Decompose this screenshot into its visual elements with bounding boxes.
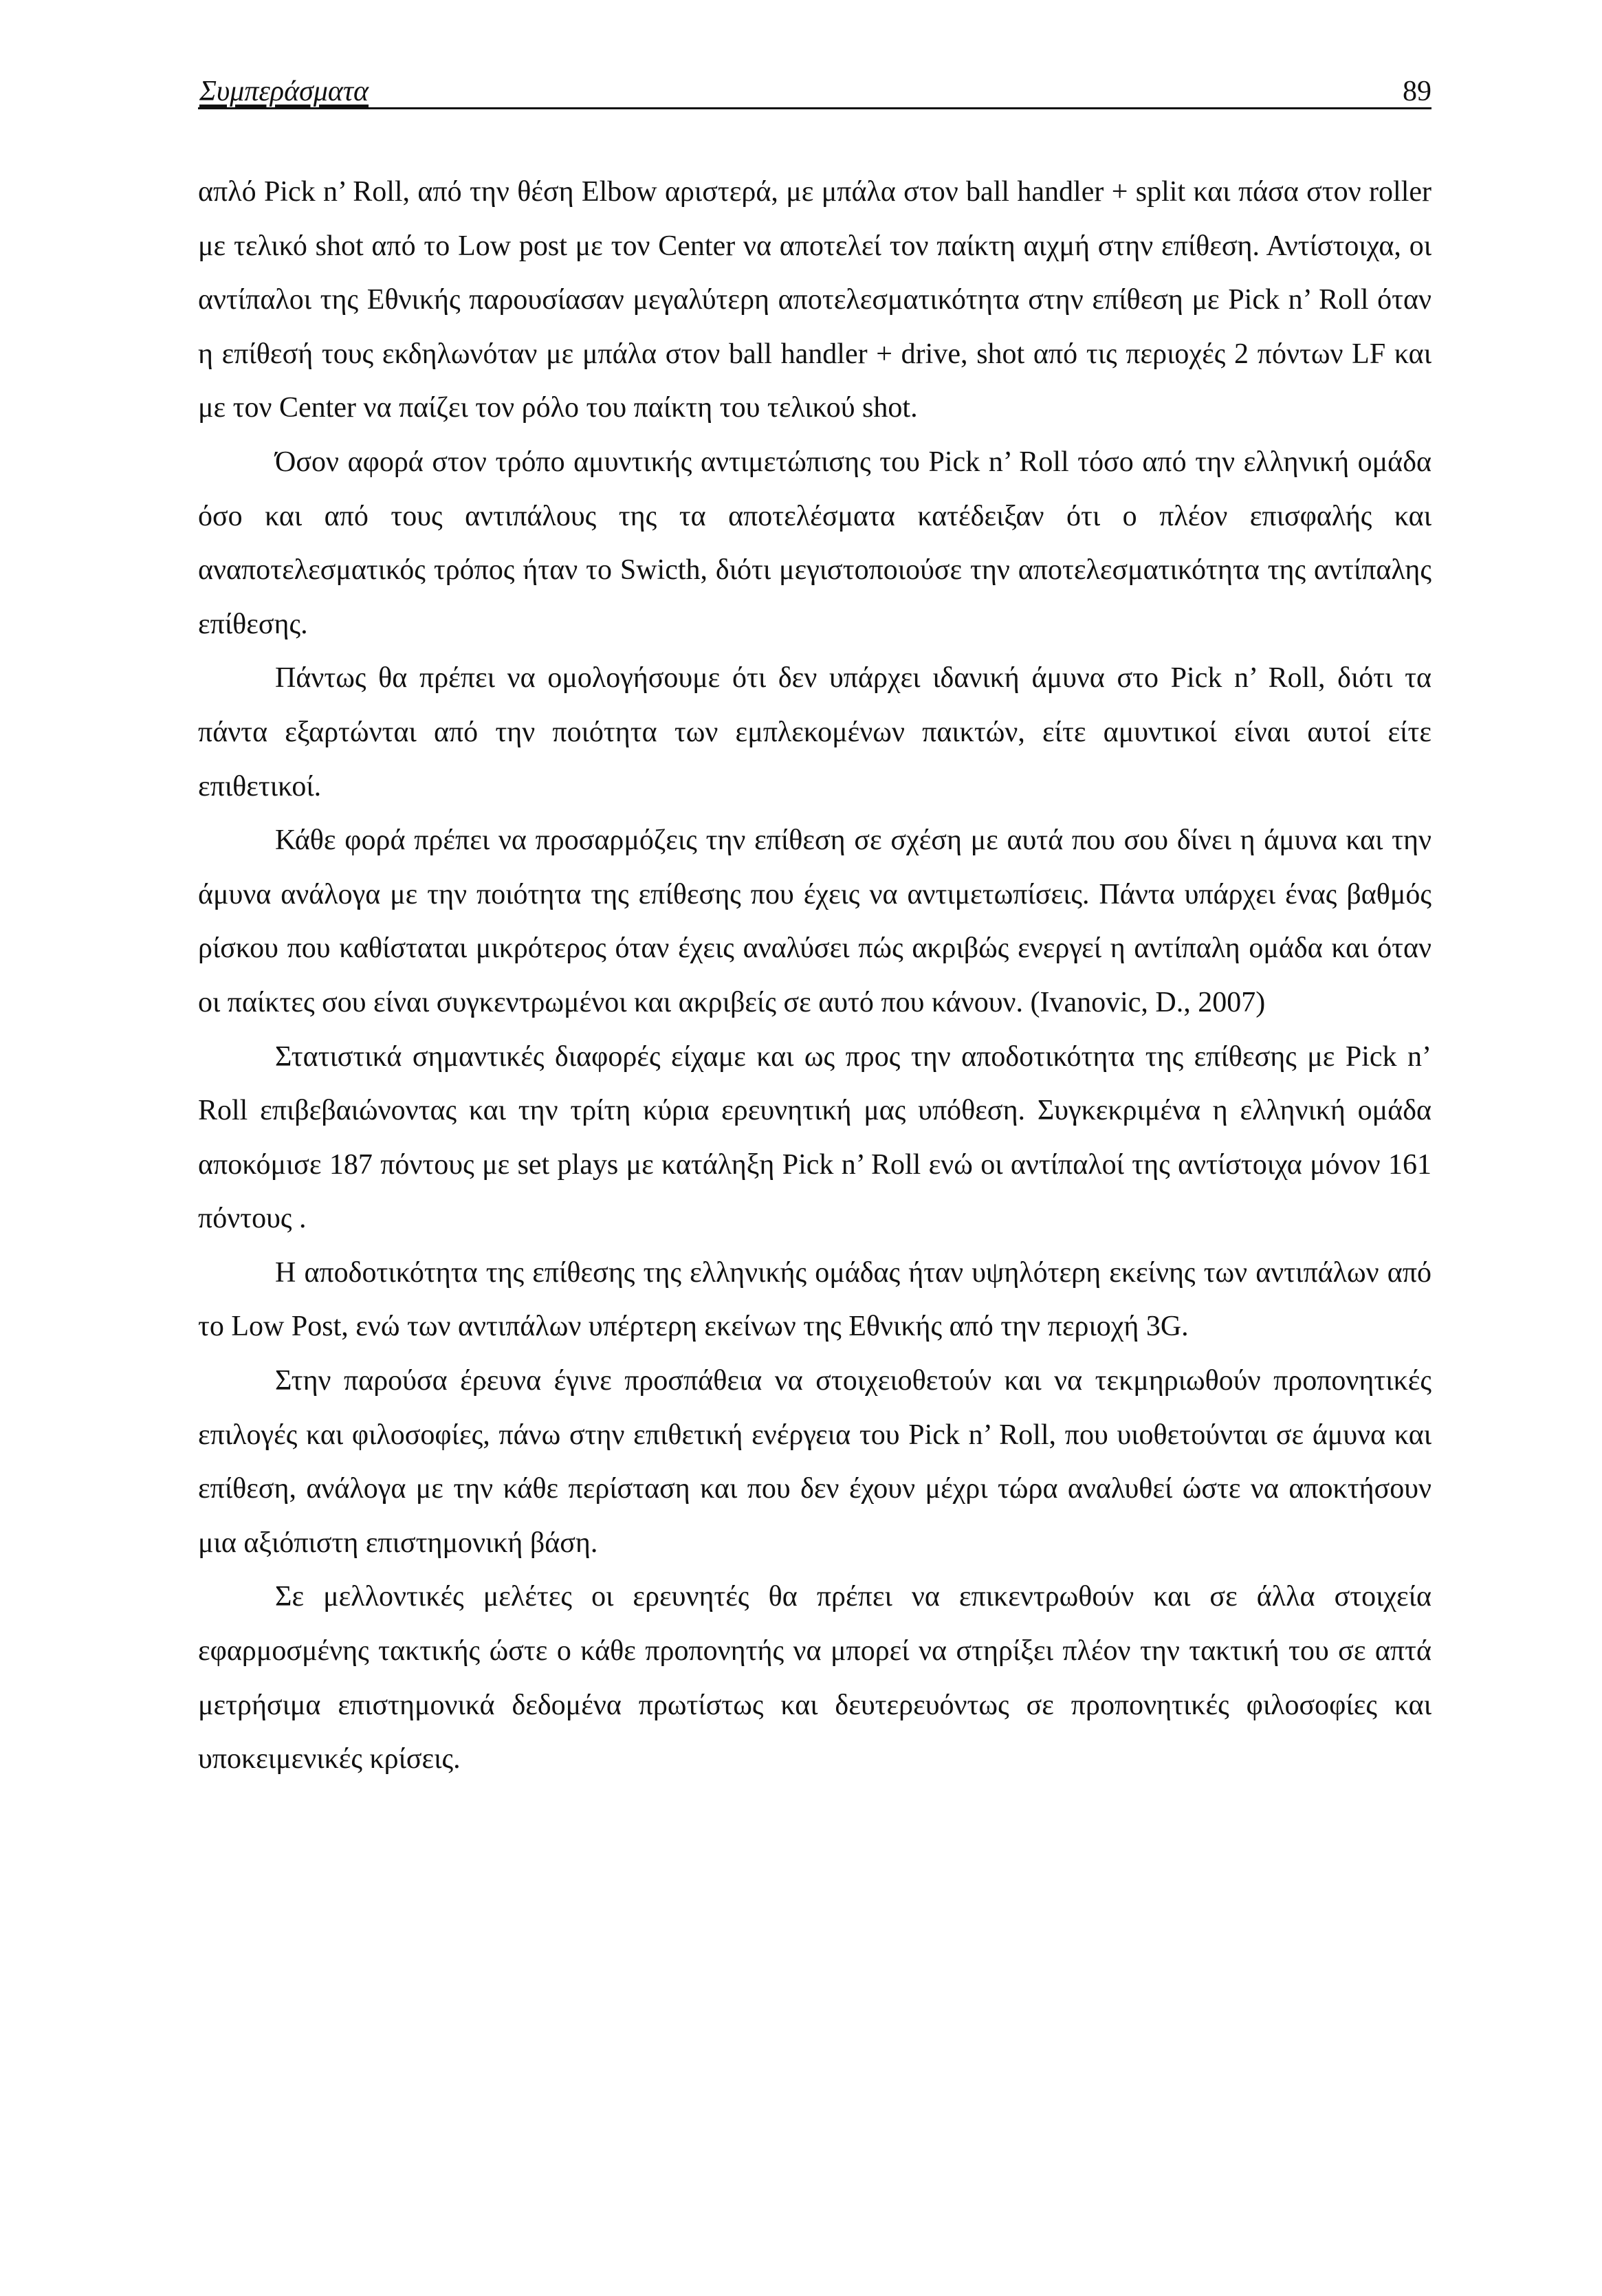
paragraph: Σε μελλοντικές μελέτες οι ερευνητές θα πρέπει να επικεντρωθούν και σε άλλα στοιχεία εφαρμοσμένης τακτικής ώστε ο κάθε προπονητής να μπορεί να στηρίξει πλέον την τακτική του σε απτά μετρήσιμα επιστημονικά δεδομένα πρωτίστως και δευτερευόντως σε προπονητικές φιλοσοφίες και υποκειμενικές κρίσεις. [198, 1581, 1431, 1775]
paragraph: Στατιστικά σημαντικές διαφορές είχαμε και ως προς την αποδοτικότητα της επίθεσης με Pick n’ Roll επιβεβαιώνοντας και την τρίτη κύρια ερευνητική μας υπόθεση. Συγκεκριμένα η ελληνική ομάδα αποκόμισε 187 πόντους με set plays με κατάληξη Pick n’ Roll ενώ οι αντίπαλοί της αντίστοιχα μόνον 161 πόντους . [198, 1040, 1431, 1235]
paragraph: Στην παρούσα έρευνα έγινε προσπάθεια να στοιχειοθετούν και να τεκμηριωθούν προπονητικές επιλογές και φιλοσοφίες, πάνω στην επιθετική ενέργεια του Pick n’ Roll, που υιοθετούνται σε άμυνα και επίθεση, ανάλογα με την κάθε περίσταση και που δεν έχουν μέχρι τώρα αναλυθεί ώστε να αποκτήσουν μια αξιόπιστη επιστημονική βάση. [198, 1365, 1431, 1559]
chapter-title: Συμπεράσματα [199, 76, 369, 107]
paragraph: Πάντως θα πρέπει να ομολογήσουμε ότι δεν υπάρχει ιδανική άμυνα στο Pick n’ Roll, διότι τα πάντα εξαρτώνται από την ποιότητα των εμπλεκομένων παικτών, είτε αμυντικοί είναι αυτοί είτε επιθετικοί. [198, 662, 1431, 802]
running-header [198, 59, 1431, 109]
paragraph: Η αποδοτικότητα της επίθεσης της ελληνικής ομάδας ήταν υψηλότερη εκείνης των αντιπάλων από το Low Post, ενώ των αντιπάλων υπέρτερη εκείνων της Εθνικής από την περιοχή 3G. [198, 1256, 1431, 1343]
paragraph: Κάθε φορά πρέπει να προσαρμόζεις την επίθεση σε σχέση με αυτά που σου δίνει η άμυνα και την άμυνα ανάλογα με την ποιότητα της επίθεσης που έχεις να αντιμετωπίσεις. Πάντα υπάρχει ένας βαθμός ρίσκου που καθίσταται μικρότερος όταν έχεις αναλύσει πώς ακριβώς ενεργεί η αντίπαλη ομάδα και όταν οι παίκτες σου είναι συγκεντρωμένοι και ακριβείς σε αυτό που κάνουν. (Ivanovic, D., 2007) [198, 824, 1431, 1018]
paragraph: Όσον αφορά στον τρόπο αμυντικής αντιμετώπισης του Pick n’ Roll τόσο από την ελληνική ομάδα όσο και από τους αντιπάλους της τα αποτελέσματα κατέδειξαν ότι ο πλέον επισφαλής και αναποτελεσματικός τρόπος ήταν το Swicth, διότι μεγιστοποιούσε την αποτελεσματικότητα της αντίπαλης επίθεσης. [198, 446, 1431, 640]
body-text [198, 165, 1431, 1786]
paragraph: απλό Pick n’ Roll, από την θέση Elbow αριστερά, με μπάλα στον ball handler + split και πάσα στον roller με τελικό shot από το Low post με τον Center να αποτελεί τον παίκτη αιχμή στην επίθεση. Αντίστοιχα, οι αντίπαλοι της Εθνικής παρουσίασαν μεγαλύτερη αποτελεσματικότητα στην επίθεση με Pick n’ Roll όταν η επίθεσή τους εκδηλωνόταν με μπάλα στον ball handler + drive, shot από τις περιοχές 2 πόντων LF και με τον Center να παίζει τον ρόλο του παίκτη του τελικού shot. [198, 176, 1431, 424]
page-number: 89 [1403, 76, 1431, 107]
